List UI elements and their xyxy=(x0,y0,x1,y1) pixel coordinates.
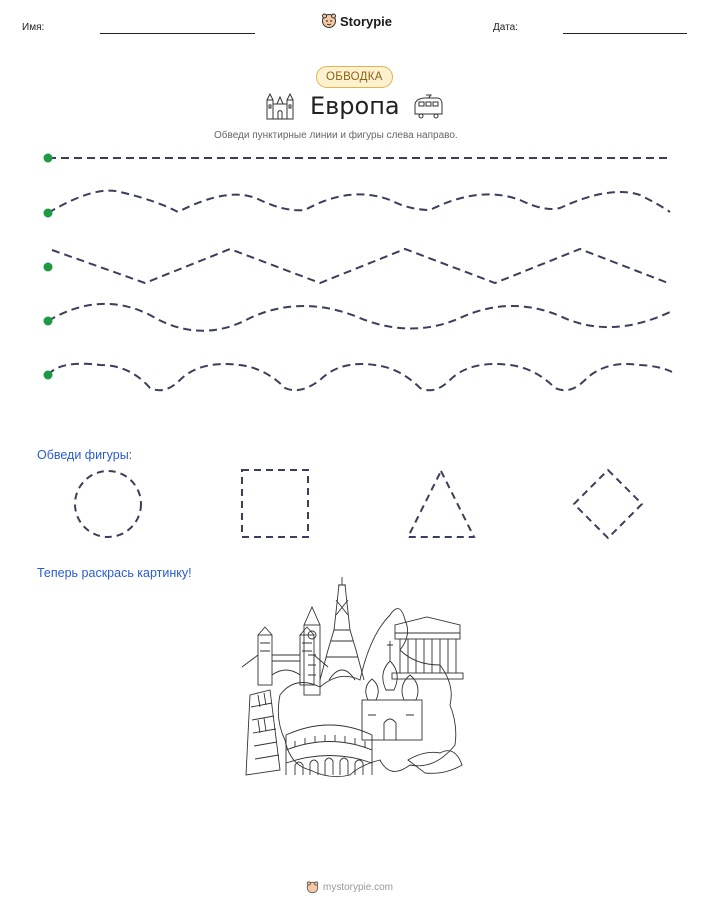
date-field[interactable] xyxy=(563,33,687,34)
date-label: Дата: xyxy=(493,22,518,33)
tracing-lines xyxy=(0,140,709,410)
europe-map xyxy=(278,609,455,777)
trace-line-bumps xyxy=(48,364,672,390)
trace-triangle xyxy=(408,471,474,537)
mascot-icon xyxy=(306,881,319,894)
start-dot xyxy=(44,317,53,326)
brand-name: Storypie xyxy=(340,13,393,29)
trace-shapes xyxy=(0,465,709,545)
mascot-icon xyxy=(321,13,337,29)
instructions: Обведи пунктирные линии и фигуры слева направо. xyxy=(214,130,458,141)
name-label: Имя: xyxy=(22,22,45,33)
trace-circle xyxy=(75,471,141,537)
shapes-heading: Обведи фигуры: xyxy=(37,448,133,462)
trace-diamond xyxy=(574,470,642,538)
footer-site[interactable]: mystorypie.com xyxy=(323,882,394,893)
leaning-tower-of-pisa xyxy=(246,690,280,775)
saint-basils-cathedral xyxy=(362,641,422,740)
trace-line-wave-2 xyxy=(48,304,670,331)
start-dot xyxy=(44,371,53,380)
start-dot xyxy=(44,209,53,218)
page-title: Европа xyxy=(310,92,400,120)
activity-badge: ОБВОДКА xyxy=(316,66,393,88)
start-dot xyxy=(44,263,53,272)
tower-bridge xyxy=(242,627,328,685)
brand-logo xyxy=(321,13,392,29)
trace-line-zigzag xyxy=(52,249,668,283)
parthenon xyxy=(392,617,463,679)
footer xyxy=(306,881,393,894)
coloring-heading: Теперь раскрась картинку! xyxy=(37,566,192,580)
train-icon xyxy=(412,94,444,120)
trace-line-wave xyxy=(48,191,670,213)
eiffel-tower xyxy=(320,577,364,680)
start-dot xyxy=(44,154,53,163)
name-field[interactable] xyxy=(100,33,255,34)
trace-square xyxy=(242,470,308,537)
colosseum xyxy=(286,725,372,775)
europe-coloring-picture xyxy=(240,575,470,795)
castle-icon xyxy=(265,92,295,120)
